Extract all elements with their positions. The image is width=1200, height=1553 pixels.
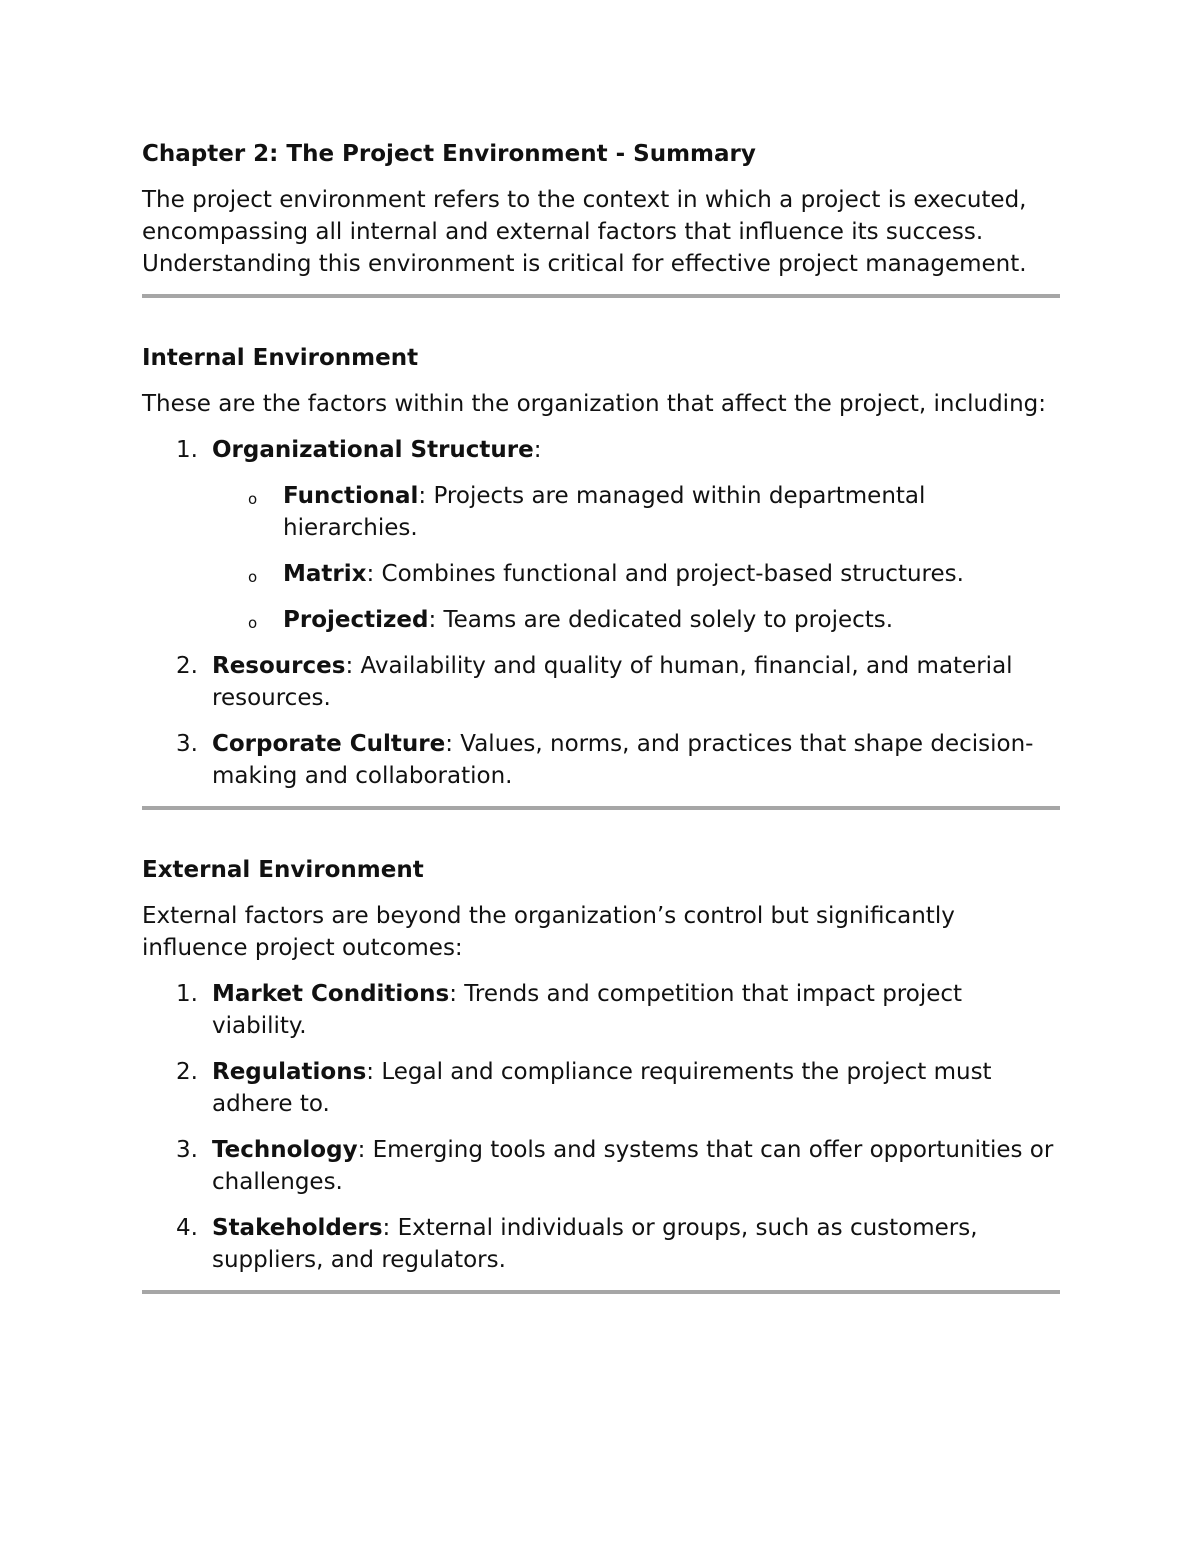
document-page bbox=[142, 138, 1060, 1294]
item-term: Market Conditions bbox=[212, 981, 450, 1007]
item-term: Resources bbox=[212, 653, 346, 679]
item-term: Matrix bbox=[283, 561, 367, 587]
list-item bbox=[142, 728, 1060, 792]
intro-paragraph: The project environment refers to the context in which a project is executed, encompassing all internal and external factors that influence its success. Understanding this environment is critical for effective project management. bbox=[142, 187, 1027, 277]
external-lead: External factors are beyond the organization’s control but significantly influence project outcomes: bbox=[142, 903, 955, 961]
sub-list bbox=[212, 480, 1060, 636]
item-desc: : Combines functional and project-based structures. bbox=[366, 561, 964, 587]
list-number: 1. bbox=[176, 981, 198, 1007]
item-desc: : Legal and compliance requirements the project must adhere to. bbox=[212, 1059, 992, 1117]
list-number: 3. bbox=[176, 731, 198, 757]
list-item bbox=[142, 434, 1060, 636]
item-desc: : Trends and competition that impact project viability. bbox=[212, 981, 963, 1039]
item-desc: : Emerging tools and systems that can offer opportunities or challenges. bbox=[212, 1137, 1054, 1195]
page-title: Chapter 2: The Project Environment - Summary bbox=[142, 141, 756, 167]
list-number: 1. bbox=[176, 437, 198, 463]
internal-heading: Internal Environment bbox=[142, 345, 419, 371]
list-number: 2. bbox=[176, 653, 198, 679]
item-term: Corporate Culture bbox=[212, 731, 446, 757]
list-number: 4. bbox=[176, 1215, 198, 1241]
item-term: Functional bbox=[283, 483, 419, 509]
external-heading: External Environment bbox=[142, 857, 424, 883]
horizontal-rule bbox=[142, 1290, 1060, 1294]
list-item bbox=[142, 1134, 1060, 1198]
horizontal-rule bbox=[142, 806, 1060, 810]
item-term: Projectized bbox=[283, 607, 429, 633]
list-number: 3. bbox=[176, 1137, 198, 1163]
item-desc: : Projects are managed within departmental hierarchies. bbox=[283, 483, 926, 541]
sub-list-item bbox=[212, 480, 1060, 544]
item-desc: : External individuals or groups, such as customers, suppliers, and regulators. bbox=[212, 1215, 978, 1273]
internal-list bbox=[142, 434, 1060, 792]
internal-lead: These are the factors within the organization that affect the project, including: bbox=[142, 391, 1046, 417]
circle-bullet-icon: o bbox=[248, 614, 258, 632]
sub-list-item bbox=[212, 604, 1060, 636]
item-term: Organizational Structure bbox=[212, 437, 534, 463]
list-number: 2. bbox=[176, 1059, 198, 1085]
list-item bbox=[142, 1056, 1060, 1120]
item-term: Technology bbox=[212, 1137, 358, 1163]
item-term: Stakeholders bbox=[212, 1215, 383, 1241]
item-desc: : bbox=[533, 437, 542, 463]
sub-list-item bbox=[212, 558, 1060, 590]
list-item bbox=[142, 650, 1060, 714]
item-desc: : Values, norms, and practices that shape decision-making and collaboration. bbox=[212, 731, 1034, 789]
list-item bbox=[142, 978, 1060, 1042]
item-term: Regulations bbox=[212, 1059, 367, 1085]
list-item bbox=[142, 1212, 1060, 1276]
item-desc: : Availability and quality of human, financial, and material resources. bbox=[212, 653, 1013, 711]
circle-bullet-icon: o bbox=[248, 490, 258, 508]
circle-bullet-icon: o bbox=[248, 568, 258, 586]
item-desc: : Teams are dedicated solely to projects. bbox=[428, 607, 894, 633]
external-list bbox=[142, 978, 1060, 1276]
horizontal-rule bbox=[142, 294, 1060, 298]
